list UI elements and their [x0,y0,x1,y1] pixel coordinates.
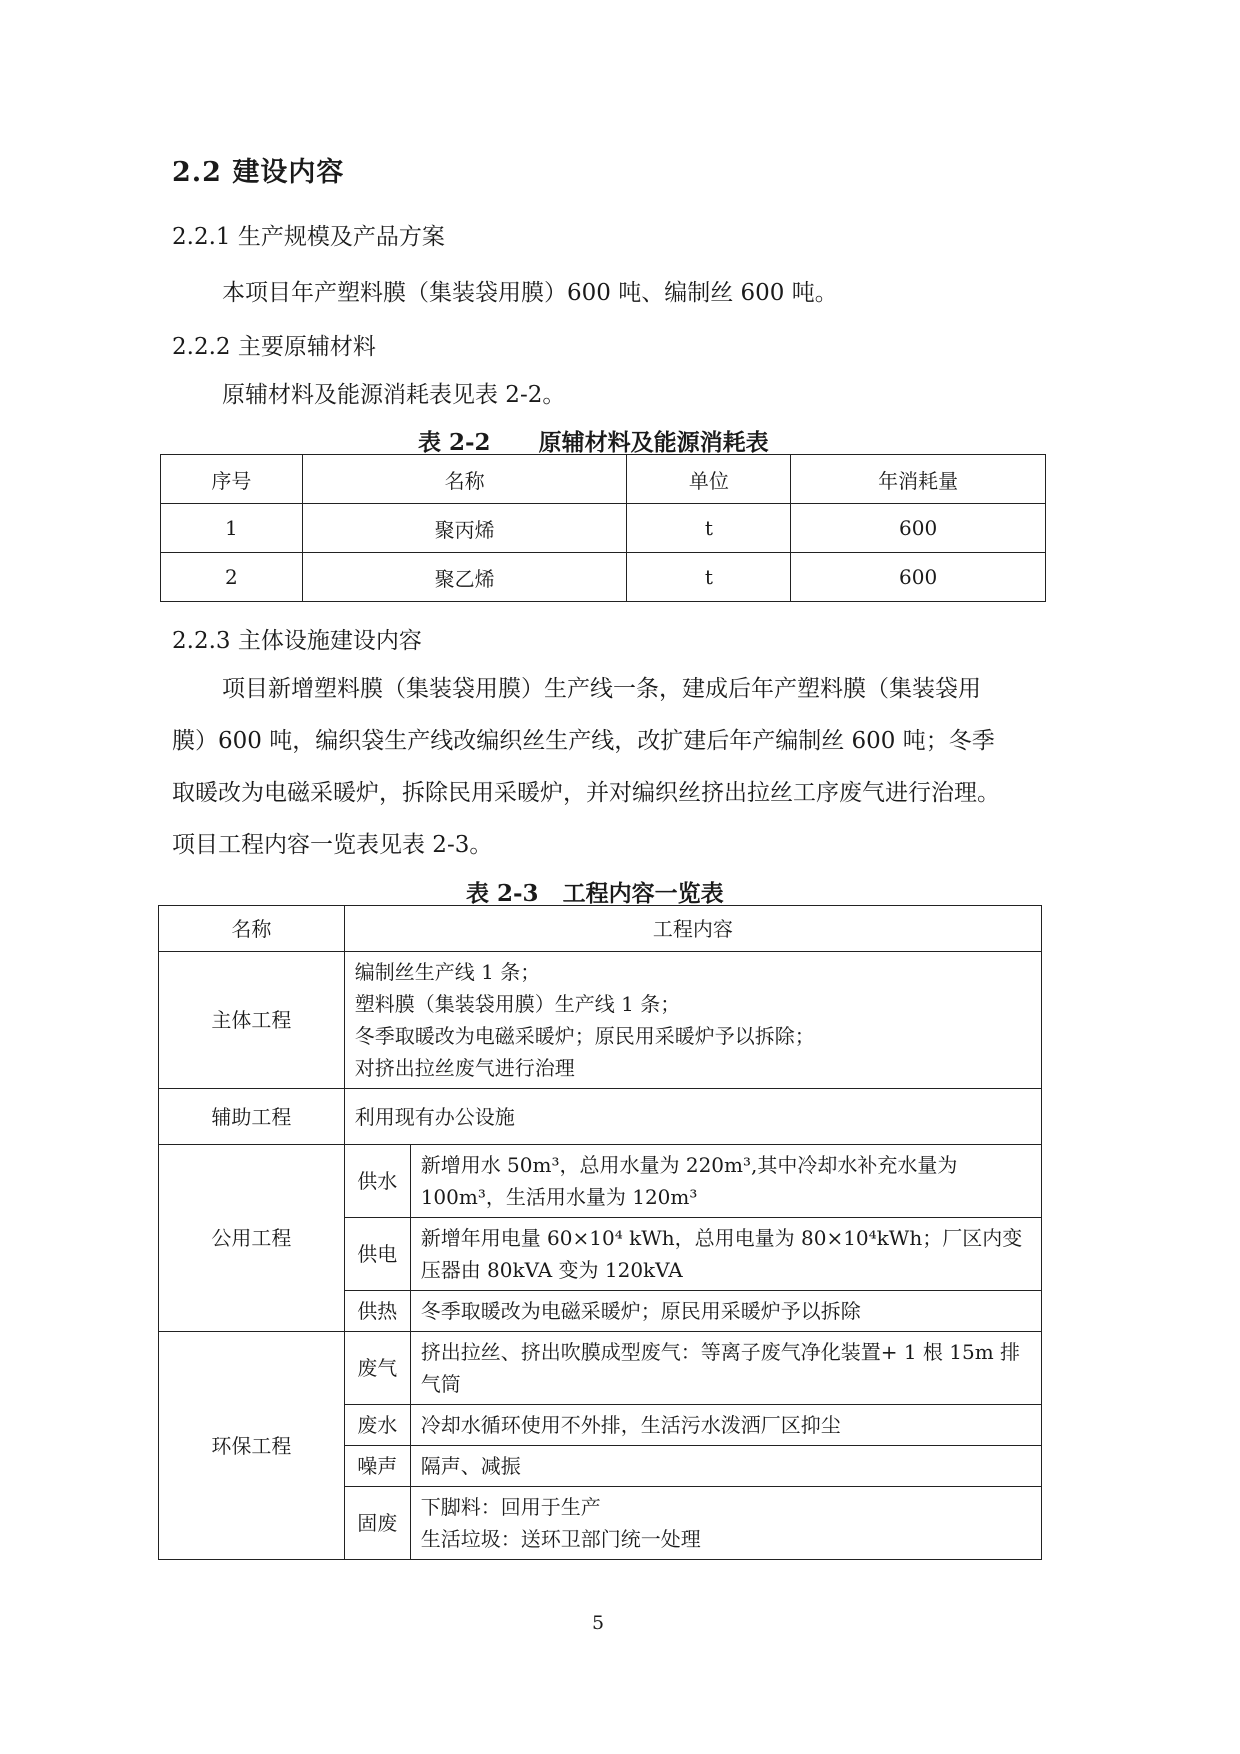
cell-unit: t [627,504,791,553]
heat-label: 供热 [344,1291,410,1332]
water-label: 供水 [344,1145,410,1218]
cell-amount: 600 [791,504,1046,553]
solid-line-2: 生活垃圾：送环卫部门统一处理 [420,1527,701,1551]
power-label: 供电 [344,1218,410,1291]
wastewater-label: 废水 [344,1405,410,1446]
row-env-gas [159,1332,1042,1405]
cell-name: 聚丙烯 [302,504,627,553]
header-name: 名称 [159,906,345,952]
cell-amount: 600 [791,553,1046,602]
paragraph-materials-ref: 原辅材料及能源消耗表见表 2-2。 [222,382,566,408]
table-2-2-caption: 表 2-2 原辅材料及能源消耗表 [418,429,769,456]
noise-content: 隔声、减振 [410,1446,1041,1487]
main-project-content [344,952,1041,1089]
paragraph-line-4: 项目工程内容一览表见表 2-3。 [172,832,493,858]
gas-content: 挤出拉丝、挤出吹膜成型废气：等离子废气净化装置+ 1 根 15m 排气筒 [410,1332,1041,1405]
cell-index: 1 [161,504,303,553]
solid-label: 固废 [344,1487,410,1560]
water-content: 新增用水 50m³，总用水量为 220m³,其中冷却水补充水量为 100m³，生活用水量为 120m³ [410,1145,1041,1218]
paragraph-production-scale: 本项目年产塑料膜（集装袋用膜）600 吨、编制丝 600 吨。 [222,280,838,306]
header-index: 序号 [161,455,303,504]
row-public-water [159,1145,1042,1218]
solid-line-1: 下脚料：回用于生产 [420,1495,601,1519]
main-project-name: 主体工程 [159,952,345,1089]
power-content: 新增年用电量 60×10⁴ kWh，总用电量为 80×10⁴kWh；厂区内变压器由 80kVA 变为 120kVA [410,1218,1041,1291]
cell-index: 2 [161,553,303,602]
noise-label: 噪声 [344,1446,410,1487]
section-title: 2.2 建设内容 [172,157,345,188]
env-project-name: 环保工程 [159,1332,345,1560]
header-annual-consumption: 年消耗量 [791,455,1046,504]
table-header-row [161,455,1046,504]
header-content: 工程内容 [344,906,1041,952]
gas-label: 废气 [344,1332,410,1405]
table-2-3-caption: 表 2-3 工程内容一览表 [466,880,724,907]
paragraph-line-3: 取暖改为电磁采暖炉，拆除民用采暖炉，并对编织丝挤出拉丝工序废气进行治理。 [172,780,1000,806]
cell-unit: t [627,553,791,602]
heat-content: 冬季取暖改为电磁采暖炉；原民用采暖炉予以拆除 [410,1291,1041,1332]
solid-content [410,1487,1041,1560]
row-auxiliary-project [159,1089,1042,1145]
cell-name: 聚乙烯 [302,553,627,602]
paragraph-line-1: 项目新增塑料膜（集装袋用膜）生产线一条，建成后年产塑料膜（集装袋用 [222,676,981,702]
public-project-name: 公用工程 [159,1145,345,1332]
page-number: 5 [592,1612,605,1634]
heading-2-2-2: 2.2.2 主要原辅材料 [172,334,376,360]
row-main-project [159,952,1042,1089]
main-line-3: 冬季取暖改为电磁采暖炉；原民用采暖炉予以拆除； [354,1024,815,1048]
paragraph-line-2: 膜）600 吨，编织袋生产线改编织丝生产线，改扩建后年产编制丝 600 吨；冬季 [172,728,995,754]
main-line-4: 对挤出拉丝废气进行治理 [354,1056,575,1080]
aux-project-content: 利用现有办公设施 [344,1089,1041,1145]
main-line-1: 编制丝生产线 1 条； [354,960,541,984]
aux-project-name: 辅助工程 [159,1089,345,1145]
table-header-row [159,906,1042,952]
engineering-content-table [158,905,1042,1560]
main-line-2: 塑料膜（集装袋用膜）生产线 1 条； [354,992,681,1016]
header-unit: 单位 [627,455,791,504]
wastewater-content: 冷却水循环使用不外排，生活污水泼洒厂区抑尘 [410,1405,1041,1446]
header-name: 名称 [302,455,627,504]
table-row [161,504,1046,553]
heading-2-2-3: 2.2.3 主体设施建设内容 [172,628,422,654]
table-row [161,553,1046,602]
heading-2-2-1: 2.2.1 生产规模及产品方案 [172,224,445,250]
materials-table [160,454,1046,602]
